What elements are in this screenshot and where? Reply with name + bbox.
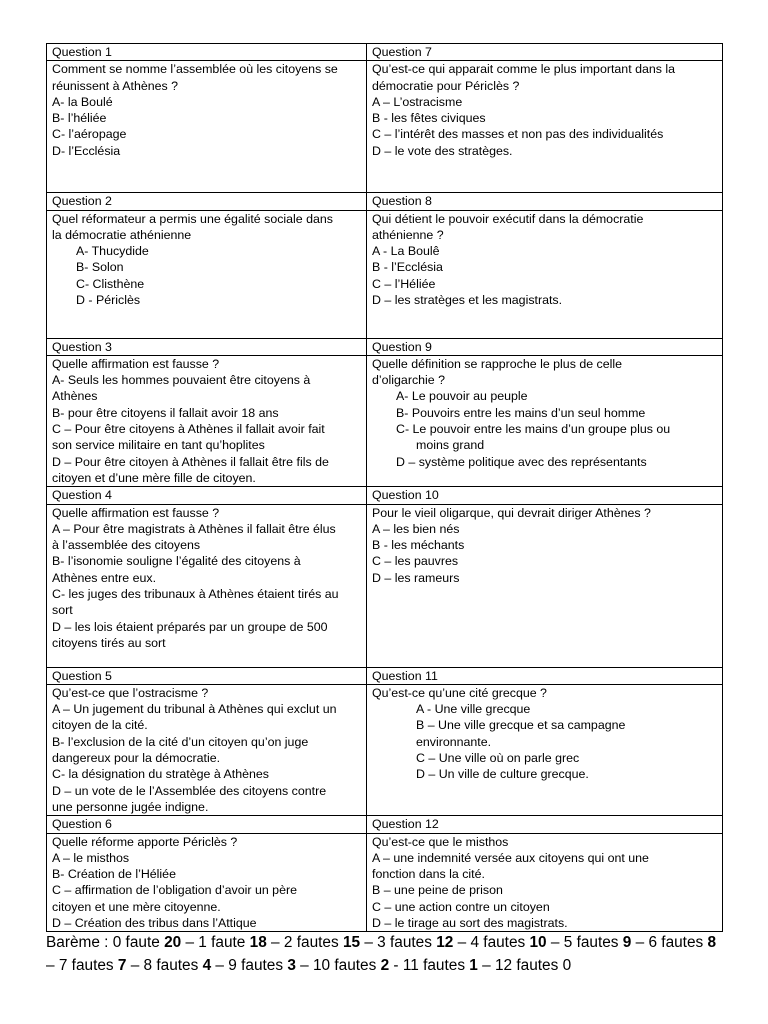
question-10-body — [367, 504, 723, 667]
answer-option: A- la Boulé — [52, 94, 113, 109]
answer-option: C – les pauvres — [372, 554, 459, 569]
question-1-body — [47, 61, 367, 193]
answer-option: D- l’Ecclésia — [52, 143, 121, 158]
grading-item-text: – 1 faute — [181, 934, 250, 951]
answer-option: B- l’exclusion de la cité d’un citoyen qu’on juge — [52, 734, 309, 749]
answer-option: A – Pour être magistrats à Athènes il fallait être élus — [52, 521, 336, 536]
answer-option: C – Une ville où on parle grec — [416, 751, 580, 766]
answer-option: B- Solon — [76, 260, 124, 275]
question-2-header: Question 2 — [47, 193, 367, 210]
question-text: athénienne ? — [372, 227, 444, 242]
answer-option: A - La Boulê — [372, 244, 440, 259]
answer-option: D – les lois étaient préparés par un groupe de 500 — [52, 619, 328, 634]
answer-option: A – le misthos — [52, 850, 130, 865]
question-4-body — [47, 504, 367, 667]
grading-item-text: 0 faute — [112, 934, 165, 951]
grading-item-score: 7 — [117, 957, 127, 974]
answer-option: D – Un ville de culture grecque. — [416, 767, 589, 782]
answer-option: C – l’Héliée — [372, 276, 436, 291]
question-text: Qu’est-ce qui apparait comme le plus important dans la — [372, 62, 676, 77]
question-text: démocratie pour Périclès ? — [372, 78, 520, 93]
question-text: Qu’est-ce que l’ostracisme ? — [52, 685, 209, 700]
grading-item-score: 1 — [469, 957, 478, 974]
answer-option: B – une peine de prison — [372, 883, 503, 898]
grading-item-text: – 4 fautes — [453, 934, 530, 951]
answer-option: A- Seuls les hommes pouvaient être citoyens à — [52, 373, 311, 388]
question-10-header: Question 10 — [367, 487, 723, 504]
question-2-body — [47, 210, 367, 338]
question-text: Quelle définition se rapproche le plus de celle — [372, 356, 623, 371]
answer-option: A - Une ville grecque — [416, 702, 531, 717]
question-text: la démocratie athénienne — [52, 227, 192, 242]
question-11-header: Question 11 — [367, 667, 723, 684]
grading-scale — [46, 931, 722, 977]
answer-option: citoyen de la cité. — [52, 718, 148, 733]
grading-item-text: – 9 fautes — [211, 957, 288, 974]
answer-option: sort — [52, 603, 73, 618]
answer-option: B – Une ville grecque et sa campagne environnante. — [416, 718, 626, 749]
question-9-header: Question 9 — [367, 338, 723, 355]
grading-item-text: – 5 fautes — [546, 934, 623, 951]
answer-option: à l’assemblée des citoyens — [52, 538, 201, 553]
answer-option: B - les fêtes civiques — [372, 111, 486, 126]
question-1-header: Question 1 — [47, 44, 367, 61]
question-text: Quelle réforme apporte Périclès ? — [52, 834, 238, 849]
answer-option: D – un vote de le l’Assemblée des citoyens contre — [52, 783, 327, 798]
answer-option: A- Le pouvoir au peuple — [396, 389, 528, 404]
question-7-header: Question 7 — [367, 44, 723, 61]
answer-option: Athènes — [52, 389, 98, 404]
answer-option: B- l’isonomie souligne l’égalité des citoyens à — [52, 554, 301, 569]
answer-option: citoyen et une mère citoyenne. — [52, 899, 221, 914]
question-text: Quelle affirmation est fausse ? — [52, 356, 220, 371]
answer-option: C- Clisthène — [76, 276, 145, 291]
grading-item-score: 18 — [249, 934, 267, 951]
answer-option: C – affirmation de l’obligation d’avoir un père — [52, 883, 297, 898]
question-11-body — [367, 684, 723, 815]
grading-item-score: 4 — [202, 957, 212, 974]
answer-option: B - les méchants — [372, 538, 465, 553]
answer-option: D – Pour être citoyen à Athènes il fallait être fils de — [52, 454, 329, 469]
answer-option: une personne jugée indigne. — [52, 799, 209, 814]
answer-option: B- Pouvoirs entre les mains d’un seul homme — [396, 405, 646, 420]
answer-option: Athènes entre eux. — [52, 570, 157, 585]
answer-option: D - Périclès — [76, 293, 141, 308]
answer-option: A – les bien nés — [372, 521, 460, 536]
grading-item-text: – 12 fautes — [477, 957, 563, 974]
answer-option: citoyens tirés au sort — [52, 635, 166, 650]
answer-option: C – une action contre un citoyen — [372, 899, 550, 914]
grading-item-text: - 11 fautes — [389, 957, 470, 974]
quiz-table — [46, 43, 723, 932]
question-12-header: Question 12 — [367, 816, 723, 833]
question-4-header: Question 4 — [47, 487, 367, 504]
question-text: Quelle affirmation est fausse ? — [52, 505, 220, 520]
grading-scale-label: Barème : — [46, 934, 113, 951]
answer-option: A – une indemnité versée aux citoyens qui ont une — [372, 850, 649, 865]
answer-option: A – L’ostracisme — [372, 94, 463, 109]
question-text: Qu’est-ce qu’une cité grecque ? — [372, 685, 547, 700]
question-text: Qu’est-ce que le misthos — [372, 834, 509, 849]
grading-item-text: – 8 fautes — [126, 957, 203, 974]
question-text: d’oligarchie ? — [372, 373, 446, 388]
answer-option: B- l’héliée — [52, 111, 107, 126]
answer-option: B - l’Ecclésia — [372, 260, 443, 275]
grading-item-text: – 10 fautes — [295, 957, 381, 974]
grading-item-score: 15 — [342, 934, 361, 951]
answer-option: D – le vote des stratèges. — [372, 143, 513, 158]
grading-item-text: – 7 fautes — [46, 957, 118, 974]
grading-item-score: 10 — [529, 934, 547, 951]
grading-item-score: 0 — [562, 957, 572, 974]
question-3-header: Question 3 — [47, 338, 367, 355]
grading-item-text: – 6 fautes — [631, 934, 708, 951]
question-text: Quel réformateur a permis une égalité sociale dans — [52, 211, 334, 226]
question-text: Comment se nomme l’assemblée où les citoyens se — [52, 62, 338, 77]
answer-option: D – Création des tribus dans l’Attique — [52, 916, 257, 931]
answer-option: son service militaire en tant qu’hoplites — [52, 438, 265, 453]
question-text: réunissent à Athènes ? — [52, 78, 179, 93]
question-5-header: Question 5 — [47, 667, 367, 684]
question-text: Pour le vieil oligarque, qui devrait diriger Athènes ? — [372, 505, 651, 520]
grading-item-score: 8 — [707, 934, 717, 951]
question-6-body — [47, 833, 367, 932]
answer-option: B- pour être citoyens il fallait avoir 18 ans — [52, 405, 279, 420]
grading-item-score: 20 — [164, 934, 182, 951]
answer-option: C- la désignation du stratège à Athènes — [52, 767, 269, 782]
answer-option: D – le tirage au sort des magistrats. — [372, 916, 568, 931]
answer-option: C – Pour être citoyens à Athènes il fallait avoir fait — [52, 422, 325, 437]
grading-item-score: 2 — [380, 957, 390, 974]
grading-item-score: 12 — [436, 934, 454, 951]
question-6-header: Question 6 — [47, 816, 367, 833]
grading-item-text: – 3 fautes — [360, 934, 437, 951]
question-9-body — [367, 355, 723, 486]
answer-option: fonction dans la cité. — [372, 867, 485, 882]
question-text: Qui détient le pouvoir exécutif dans la démocratie — [372, 211, 644, 226]
answer-option: B- Création de l’Héliée — [52, 867, 176, 882]
answer-option: D – système politique avec des représentants — [396, 454, 647, 469]
grading-item-score: 3 — [287, 957, 296, 974]
answer-option: citoyen et d’une mère fille de citoyen. — [52, 470, 256, 485]
answer-option: A – Un jugement du tribunal à Athènes qui exclut un — [52, 702, 337, 717]
answer-option-text: C- Le pouvoir entre les mains d’un groupe plus ou moins grand — [396, 422, 671, 453]
question-3-body — [47, 355, 367, 486]
question-7-body — [367, 61, 723, 193]
answer-option: D – les stratèges et les magistrats. — [372, 293, 563, 308]
answer-option: A- Thucydide — [76, 244, 149, 259]
grading-item-score: 9 — [622, 934, 632, 951]
question-5-body — [47, 684, 367, 815]
grading-item-text: – 2 fautes — [266, 934, 343, 951]
answer-option: D – les rameurs — [372, 570, 460, 585]
answer-option: C – l’intérêt des masses et non pas des individualités — [372, 127, 664, 142]
question-8-body — [367, 210, 723, 338]
answer-option: dangereux pour la démocratie. — [52, 751, 221, 766]
answer-option: C- l’aéropage — [52, 127, 127, 142]
question-12-body — [367, 833, 723, 932]
answer-option — [372, 421, 717, 454]
answer-option: C- les juges des tribunaux à Athènes étaient tirés au — [52, 587, 339, 602]
question-8-header: Question 8 — [367, 193, 723, 210]
